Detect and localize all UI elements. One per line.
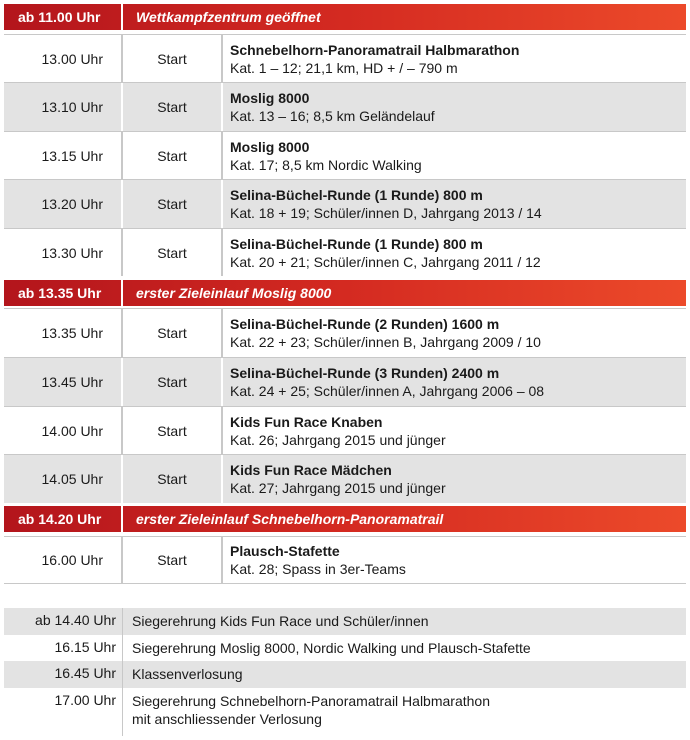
row-action: Start bbox=[123, 358, 223, 406]
ceremony-text: Siegerehrung Moslig 8000, Nordic Walking und Plausch-Stafette bbox=[132, 640, 531, 656]
row-time: 13.35 Uhr bbox=[4, 309, 123, 357]
ceremony-time: 17.00 Uhr bbox=[4, 688, 123, 736]
ceremony-text: Siegerehrung Kids Fun Race und Schüler/innen bbox=[132, 613, 429, 629]
row-event bbox=[223, 35, 686, 82]
row-event bbox=[223, 407, 686, 454]
schedule-row bbox=[4, 536, 686, 584]
schedule-row bbox=[4, 228, 686, 276]
row-detail: Kat. 18 + 19; Schüler/innen D, Jahrgang 2013 / 14 bbox=[230, 205, 542, 221]
row-time: 13.00 Uhr bbox=[4, 35, 123, 82]
row-detail: Kat. 28; Spass in 3er-Teams bbox=[230, 561, 406, 577]
ceremony-row bbox=[4, 688, 686, 736]
row-title: Moslig 8000 bbox=[230, 138, 310, 155]
row-title: Selina-Büchel-Runde (1 Runde) 800 m bbox=[230, 187, 483, 203]
row-detail: Kat. 17; 8,5 km Nordic Walking bbox=[230, 156, 422, 173]
row-action: Start bbox=[123, 83, 223, 131]
row-title: Kids Fun Race Mädchen bbox=[230, 462, 392, 478]
ceremony-text bbox=[123, 688, 686, 736]
row-action: Start bbox=[123, 132, 223, 179]
row-title: Plausch-Stafette bbox=[230, 543, 340, 559]
section-header-time: ab 11.00 Uhr bbox=[4, 4, 123, 30]
schedule-row bbox=[4, 179, 686, 228]
schedule-row bbox=[4, 34, 686, 82]
row-detail: Kat. 24 + 25; Schüler/innen A, Jahrgang 2006 – 08 bbox=[230, 383, 545, 399]
ceremony-text: Klassenverlosung bbox=[132, 666, 243, 682]
row-event bbox=[223, 229, 686, 276]
section-header-time: ab 14.20 Uhr bbox=[4, 506, 123, 532]
section-header-label: erster Zieleinlauf Schnebelhorn-Panoramatrail bbox=[136, 511, 444, 527]
schedule-row bbox=[4, 357, 686, 406]
ceremony-text-line: Siegerehrung Schnebelhorn-Panoramatrail Halbmarathon bbox=[132, 693, 490, 709]
row-time: 14.00 Uhr bbox=[4, 407, 123, 454]
row-time: 13.20 Uhr bbox=[4, 180, 123, 228]
schedule-row bbox=[4, 454, 686, 503]
row-time: 16.00 Uhr bbox=[4, 537, 123, 583]
schedule-row bbox=[4, 131, 686, 179]
section-header-time: ab 13.35 Uhr bbox=[4, 280, 123, 306]
row-title: Moslig 8000 bbox=[230, 90, 310, 106]
row-action: Start bbox=[123, 229, 223, 276]
row-detail: Kat. 13 – 16; 8,5 km Geländelauf bbox=[230, 108, 435, 124]
schedule-row bbox=[4, 406, 686, 454]
ceremony-row bbox=[4, 608, 686, 635]
row-action: Start bbox=[123, 309, 223, 357]
row-action: Start bbox=[123, 537, 223, 583]
row-detail: Kat. 1 – 12; 21,1 km, HD + / – 790 m bbox=[230, 59, 458, 76]
row-event bbox=[223, 83, 686, 131]
row-time: 14.05 Uhr bbox=[4, 455, 123, 503]
ceremony-row bbox=[4, 635, 686, 661]
row-title: Schnebelhorn-Panoramatrail Halbmarathon bbox=[230, 41, 520, 58]
ceremony-time: 16.15 Uhr bbox=[4, 635, 123, 661]
row-event bbox=[223, 309, 686, 357]
row-event bbox=[223, 358, 686, 406]
row-action: Start bbox=[123, 407, 223, 454]
row-title: Selina-Büchel-Runde (2 Runden) 1600 m bbox=[230, 316, 500, 332]
ceremony-text-line: mit anschliessender Verlosung bbox=[132, 711, 322, 727]
row-time: 13.30 Uhr bbox=[4, 229, 123, 276]
row-action: Start bbox=[123, 180, 223, 228]
row-action: Start bbox=[123, 35, 223, 82]
ceremony-time: 16.45 Uhr bbox=[4, 661, 123, 688]
row-time: 13.15 Uhr bbox=[4, 132, 123, 179]
section-header-label: erster Zieleinlauf Moslig 8000 bbox=[136, 285, 332, 301]
row-title: Kids Fun Race Knaben bbox=[230, 413, 383, 430]
row-time: 13.45 Uhr bbox=[4, 358, 123, 406]
row-title: Selina-Büchel-Runde (1 Runde) 800 m bbox=[230, 235, 483, 252]
section-header bbox=[4, 280, 686, 306]
row-detail: Kat. 22 + 23; Schüler/innen B, Jahrgang 2009 / 10 bbox=[230, 334, 541, 350]
ceremony-row bbox=[4, 661, 686, 688]
row-detail: Kat. 20 + 21; Schüler/innen C, Jahrgang 2011 / 12 bbox=[230, 253, 541, 270]
row-event bbox=[223, 537, 686, 583]
section-header-label: Wettkampfzentrum geöffnet bbox=[136, 9, 321, 25]
row-detail: Kat. 27; Jahrgang 2015 und jünger bbox=[230, 480, 446, 496]
row-action: Start bbox=[123, 455, 223, 503]
row-title: Selina-Büchel-Runde (3 Runden) 2400 m bbox=[230, 365, 500, 381]
schedule-row bbox=[4, 82, 686, 131]
ceremony-time: ab 14.40 Uhr bbox=[4, 608, 123, 635]
row-event bbox=[223, 455, 686, 503]
row-detail: Kat. 26; Jahrgang 2015 und jünger bbox=[230, 431, 446, 448]
schedule-row bbox=[4, 308, 686, 357]
section-header bbox=[4, 506, 686, 532]
row-event bbox=[223, 180, 686, 228]
section-header bbox=[4, 4, 686, 30]
row-event bbox=[223, 132, 686, 179]
row-time: 13.10 Uhr bbox=[4, 83, 123, 131]
